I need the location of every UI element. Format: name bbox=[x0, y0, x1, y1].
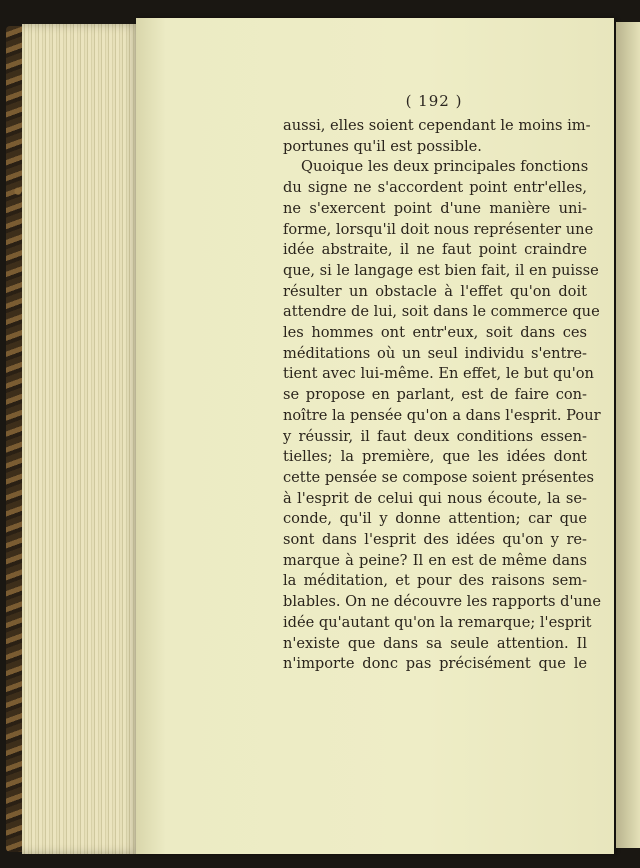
text-line: marque à peine? Il en est de même dans bbox=[283, 551, 587, 569]
text-line: résulter un obstacle à l'effet qu'on doit bbox=[283, 282, 587, 300]
text-line: portunes qu'il est possible. bbox=[283, 137, 482, 155]
text-line: blables. On ne découvre les rapports d'une bbox=[283, 593, 601, 611]
text-line: la méditation, et pour des raisons sem- bbox=[283, 572, 587, 590]
text-line: attendre de lui, soit dans le commerce que bbox=[283, 303, 600, 321]
text-line: y réussir, il faut deux conditions essen- bbox=[283, 427, 587, 445]
text-line: tielles; la première, que les idées dont bbox=[283, 448, 587, 466]
text-line: sont dans l'esprit des idées qu'on y re- bbox=[283, 531, 587, 549]
text-line: les hommes ont entr'eux, soit dans ces bbox=[283, 324, 587, 342]
body-text bbox=[283, 116, 601, 675]
text-line: n'existe que dans sa seule attention. Il bbox=[283, 634, 587, 652]
text-line: idée abstraite, il ne faut point craindre bbox=[283, 241, 587, 259]
text-line: conde, qu'il y donne attention; car que bbox=[283, 510, 587, 528]
page-edges bbox=[22, 24, 140, 854]
facing-page-edge bbox=[616, 22, 640, 848]
text-line: que, si le langage est bien fait, il en puisse bbox=[283, 261, 599, 279]
text-line: du signe ne s'accordent point entr'elles, bbox=[283, 179, 587, 197]
text-line: aussi, elles soient cependant le moins im- bbox=[283, 117, 591, 134]
text-line: méditations où un seul individu s'entre- bbox=[283, 344, 587, 362]
text-line: n'importe donc pas précisément que le bbox=[283, 655, 587, 673]
text-line: idée qu'autant qu'on la remarque; l'esprit bbox=[283, 613, 592, 631]
text-line: ne s'exercent point d'une manière uni- bbox=[283, 199, 587, 217]
text-line: cette pensée se compose soient présentes bbox=[283, 468, 595, 486]
text-line: forme, lorsqu'il doit nous représenter une bbox=[283, 220, 594, 238]
text-line: tient avec lui-même. En effet, le but qu'on bbox=[283, 365, 594, 383]
text-line: à l'esprit de celui qui nous écoute, la se- bbox=[283, 489, 587, 507]
text-line: se propose en parlant, est de faire con- bbox=[283, 386, 587, 404]
text-line: Quoique les deux principales fonctions bbox=[301, 158, 589, 176]
page-number: ( 192 ) bbox=[405, 92, 463, 110]
text-line: noître la pensée qu'on a dans l'esprit. Pour bbox=[283, 406, 601, 424]
